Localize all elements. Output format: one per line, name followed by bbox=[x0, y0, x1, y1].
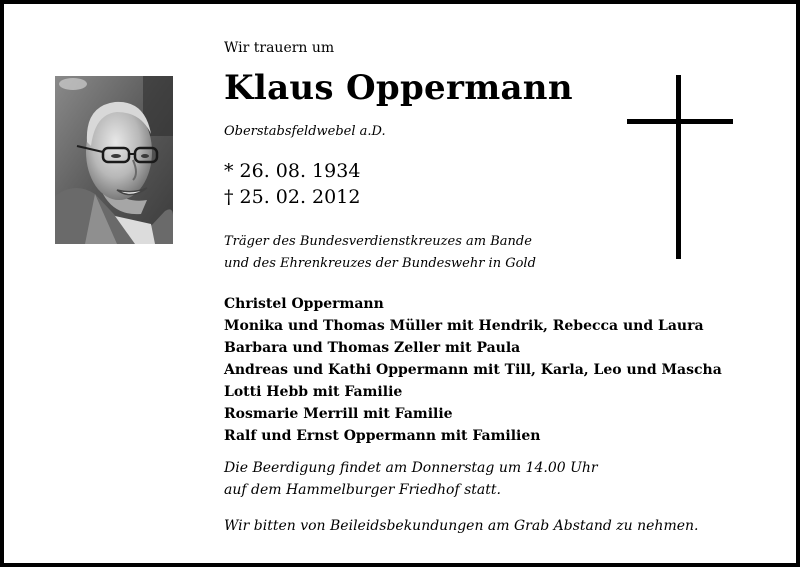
honor-line-2: und des Ehrenkreuzes der Bundeswehr in Gold bbox=[224, 256, 536, 271]
condolence-request: Wir bitten von Beileidsbekundungen am Grab Abstand zu nehmen. bbox=[224, 518, 699, 534]
mourner-item: Barbara und Thomas Zeller mit Paula bbox=[224, 340, 521, 356]
mourner-item: Monika und Thomas Müller mit Hendrik, Rebecca und Laura bbox=[224, 318, 704, 334]
honor-line-1: Träger des Bundesverdienstkreuzes am Bande bbox=[224, 234, 532, 249]
portrait-photo bbox=[55, 76, 173, 244]
cross-icon bbox=[627, 75, 733, 259]
mourners-list bbox=[224, 293, 722, 447]
mourner-item: Ralf und Ernst Oppermann mit Familien bbox=[224, 428, 541, 444]
mourner-item: Rosmarie Merrill mit Familie bbox=[224, 406, 453, 422]
cross-vertical-bar bbox=[676, 75, 681, 259]
mourner-item: Christel Oppermann bbox=[224, 296, 384, 312]
intro-text: Wir trauern um bbox=[224, 40, 335, 56]
military-rank: Oberstabsfeldwebel a.D. bbox=[224, 124, 386, 139]
birth-date: * 26. 08. 1934 bbox=[224, 160, 361, 182]
death-date: † 25. 02. 2012 bbox=[224, 186, 361, 208]
mourner-item: Lotti Hebb mit Familie bbox=[224, 384, 403, 400]
deceased-name: Klaus Oppermann bbox=[224, 68, 573, 108]
mourner-item: Andreas und Kathi Oppermann mit Till, Karla, Leo und Mascha bbox=[224, 362, 722, 378]
funeral-info-line-1: Die Beerdigung findet am Donnerstag um 14.00 Uhr bbox=[224, 460, 598, 476]
funeral-info-line-2: auf dem Hammelburger Friedhof statt. bbox=[224, 482, 501, 498]
cross-horizontal-bar bbox=[627, 119, 733, 124]
